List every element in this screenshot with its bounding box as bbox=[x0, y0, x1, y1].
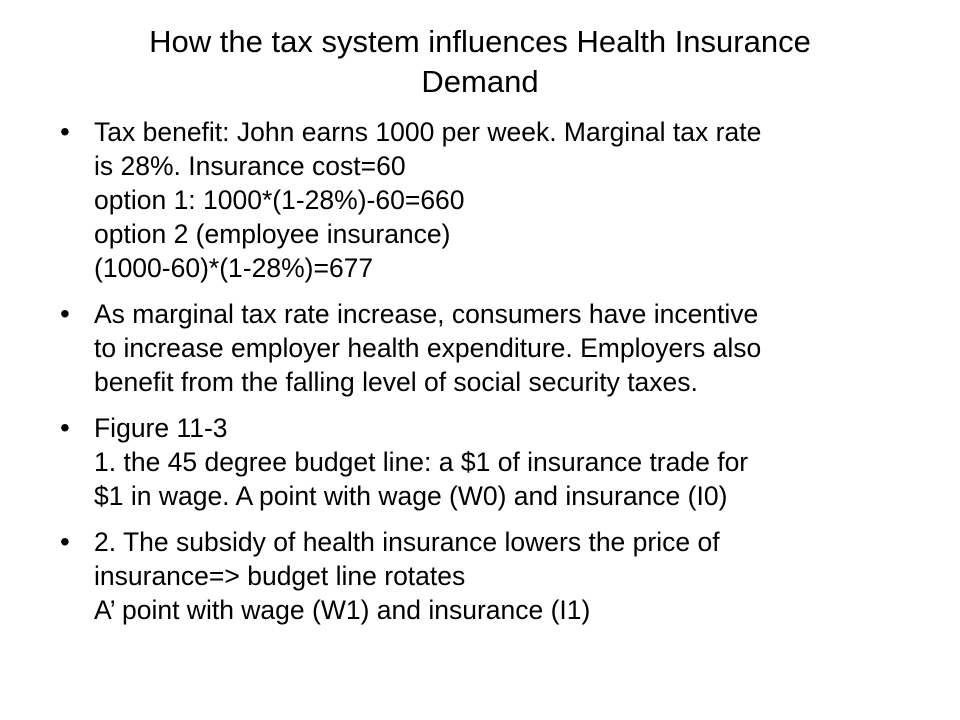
bullet-line: to increase employer health expenditure. Employers also bbox=[94, 333, 762, 363]
bullet-line: is 28%. Insurance cost=60 bbox=[94, 151, 406, 181]
bullet-line: option 2 (employee insurance) bbox=[94, 219, 451, 249]
bullet-line: benefit from the falling level of social security taxes. bbox=[94, 367, 698, 397]
bullet-icon: • bbox=[60, 116, 70, 147]
bullet-icon: • bbox=[60, 298, 70, 329]
title-line-2: Demand bbox=[421, 64, 539, 99]
bullet-tax-benefit bbox=[60, 115, 910, 285]
bullet-icon: • bbox=[60, 412, 70, 443]
bullet-line: Tax benefit: John earns 1000 per week. Marginal tax rate bbox=[94, 117, 762, 147]
bullet-line: Figure 11-3 bbox=[94, 413, 228, 443]
bullet-figure bbox=[60, 411, 910, 513]
bullet-marginal-tax bbox=[60, 297, 910, 399]
bullet-line: 1. the 45 degree budget line: a $1 of insurance trade for bbox=[94, 447, 749, 477]
bullet-line: option 1: 1000*(1-28%)-60=660 bbox=[94, 185, 465, 215]
bullet-line: $1 in wage. A point with wage (W0) and insurance (I0) bbox=[94, 481, 728, 511]
bullet-line: (1000-60)*(1-28%)=677 bbox=[94, 253, 374, 283]
bullet-list bbox=[60, 115, 910, 639]
bullet-line: As marginal tax rate increase, consumers have incentive bbox=[94, 299, 759, 329]
bullet-subsidy bbox=[60, 525, 910, 627]
bullet-line: insurance=> budget line rotates bbox=[94, 561, 466, 591]
bullet-line: A’ point with wage (W1) and insurance (I1) bbox=[94, 595, 591, 625]
slide-title bbox=[60, 22, 900, 102]
title-line-1: How the tax system influences Health Insurance bbox=[149, 24, 811, 59]
bullet-icon: • bbox=[60, 526, 70, 557]
bullet-line: 2. The subsidy of health insurance lowers the price of bbox=[94, 527, 720, 557]
